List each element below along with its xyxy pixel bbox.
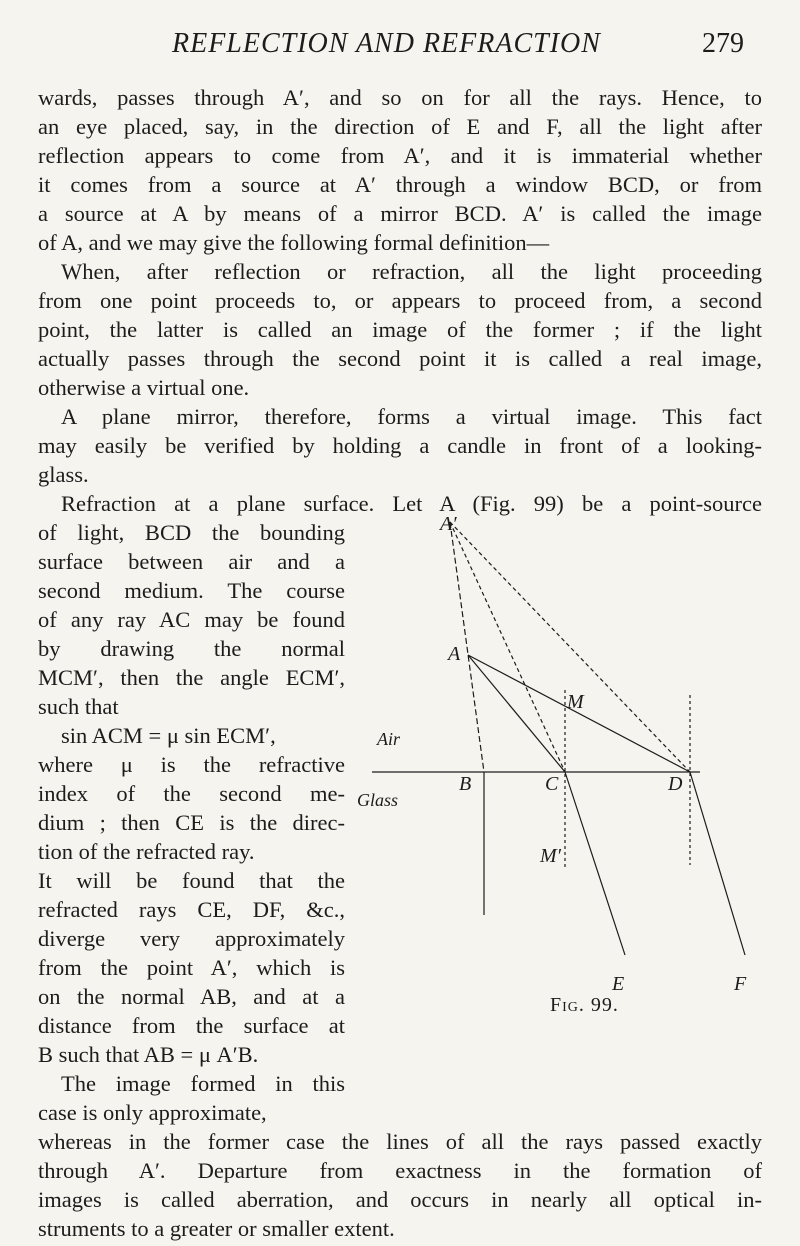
label-c: C [545,773,559,795]
text-line: images is called aberration, and occurs in nearly all optical in- [38,1187,762,1212]
text-line: of any ray AC may be found [38,607,345,632]
text-line: MCM′, then the angle ECM′, [38,665,345,690]
text-line: of A, and we may give the following formal definition— [38,230,550,255]
text-line: whereas in the former case the lines of all the rays passed exactly [38,1129,762,1154]
text-line: on the normal AB, and at a [38,984,345,1009]
text-line: of light, BCD the bounding [38,520,345,545]
text-line: glass. [38,462,89,487]
text-line: actually passes through the second point it is called a real image, [38,346,762,371]
text-line: point, the latter is called an image of the former ; if the light [38,317,762,342]
text-line: it comes from a source at A′ through a window BCD, or from [38,172,762,197]
text-line: otherwise a virtual one. [38,375,250,400]
text-line: index of the second me- [38,781,345,806]
text-line: dium ; then CE is the direc- [38,810,345,835]
text-line: such that [38,694,119,719]
ray-ad [468,655,690,772]
running-title: REFLECTION AND REFRACTION [172,28,601,59]
label-glass: Glass [357,790,399,810]
section-heading-line: Refraction at a plane surface. Let A (Fig. 99) be a point-source [61,491,762,516]
label-air: Air [377,729,401,749]
figure-caption: Fig. 99. [550,994,619,1016]
label-a: A [448,643,461,665]
text-line: struments to a greater or smaller extent. [38,1216,395,1241]
text-line: distance from the surface at [38,1013,345,1038]
label-e: E [612,973,625,995]
label-d: D [668,773,683,795]
text-line: from one point proceeds to, or appears to proceed from, a second [38,288,762,313]
ray-ac [468,655,565,772]
text-line: from the point A′, which is [38,955,345,980]
text-line: tion of the refracted ray. [38,839,255,864]
label-b: B [459,773,472,795]
refracted-ray-df [690,772,745,955]
text-line: where μ is the refractive [38,752,345,777]
text-line: may easily be verified by holding a candle in front of a looking- [38,433,762,458]
text-line: a source at A by means of a mirror BCD. A′ is called the image [38,201,762,226]
text-line: through A′. Departure from exactness in the formation of [38,1158,762,1183]
text-line: diverge very approximately [38,926,345,951]
text-line: case is only approximate, [38,1100,267,1125]
page-number: 279 [702,28,744,59]
label-m-prime: M′ [540,845,562,867]
label-a-prime: A′ [440,513,457,535]
refracted-ray-ce [565,772,625,955]
text-line: The image formed in this [61,1071,345,1096]
text-line: B such that AB = μ A′B. [38,1042,259,1067]
text-line: refracted rays CE, DF, &c., [38,897,345,922]
virtual-ray-d [450,522,690,772]
text-line: A plane mirror, therefore, forms a virtual image. This fact [61,404,762,429]
equation-line: sin ACM = μ sin ECM′, [61,723,276,748]
text-line: It will be found that the [38,868,345,893]
text-line: second medium. The course [38,578,345,603]
label-m: M [567,691,584,713]
text-line: by drawing the normal [38,636,345,661]
text-line: wards, passes through A′, and so on for all the rays. Hence, to [38,85,762,110]
label-f: F [734,973,747,995]
text-line: an eye placed, say, in the direction of E and F, all the light after [38,114,762,139]
text-line: When, after reflection or refraction, all the light proceeding [61,259,762,284]
text-line: reflection appears to come from A′, and it is immaterial whether [38,143,762,168]
text-line: surface between air and a [38,549,345,574]
